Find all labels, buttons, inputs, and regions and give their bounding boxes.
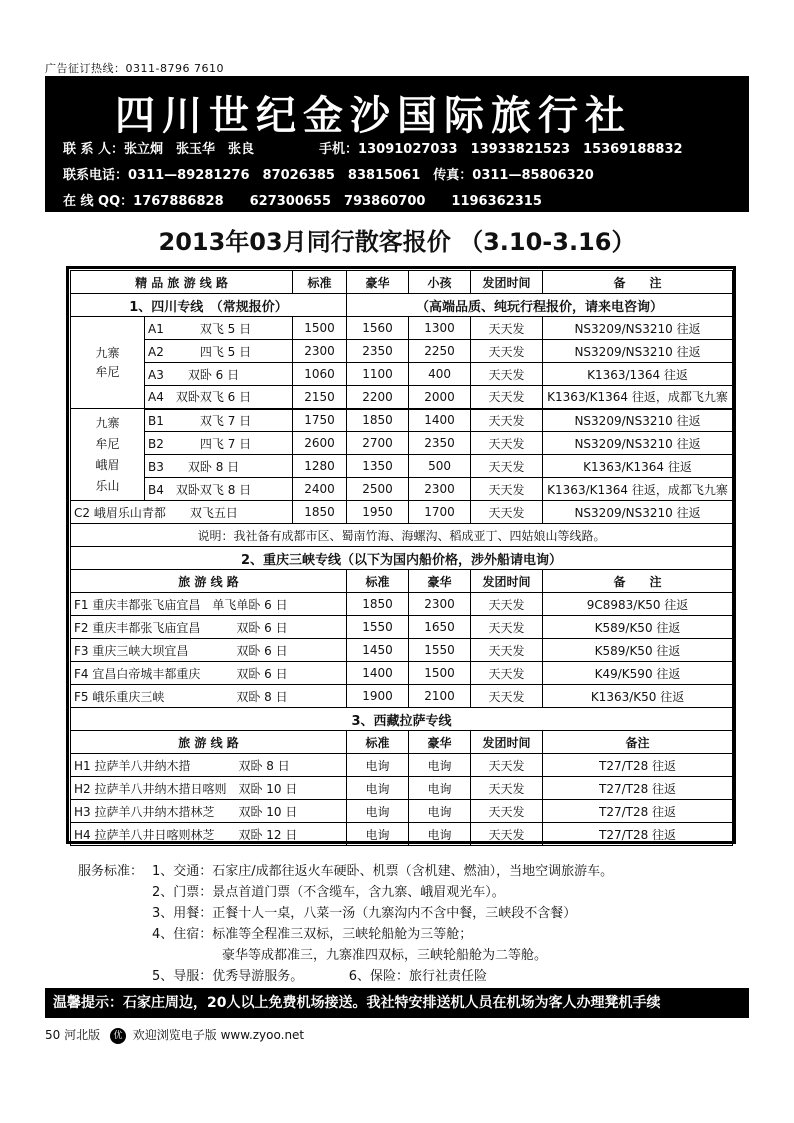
contacts-line: 联 系 人：张立炯 张玉华 张良 手机：13091027033 13933821523 15369188832 [63,142,683,157]
price-luxury: 2300 [409,593,471,616]
table-row [71,662,733,685]
header-route: 精 品 旅 游 线 路 [71,271,293,294]
price-child: 2000 [409,386,471,409]
agency-name: 四川世纪金沙国际旅行社 [115,92,632,139]
table-row [71,409,733,432]
price-standard: 1280 [293,455,347,478]
section-1-title: 1、四川专线 （常规报价） [71,294,347,317]
page-footer [45,1026,304,1044]
section-3-title-row [71,708,733,731]
price-standard: 1500 [293,317,347,340]
note: T27/T28 往返 [543,754,733,777]
price-luxury: 2700 [347,432,409,455]
note: 9C8983/K50 往返 [543,593,733,616]
section-1-title-row [71,294,733,317]
table-row [71,455,733,478]
table-row [71,685,733,708]
header-standard: 标准 [347,570,409,593]
section-1-subtitle: （高端品质、纯玩行程报价，请来电咨询） [347,294,733,317]
route-cell: F2 重庆丰都张飞庙宜昌 双卧 6 日 [71,616,347,639]
note: K1363/K1364 往返 [543,455,733,478]
section-3-header-row [71,731,733,754]
price-luxury: 1850 [347,409,409,432]
departure: 天天发 [471,754,543,777]
table-row [71,317,733,340]
route-cell: A3 双卧 6 日 [145,363,293,386]
table-row [71,340,733,363]
price-standard: 1060 [293,363,347,386]
table-row [71,363,733,386]
price-luxury: 电询 [409,754,471,777]
price-standard: 电询 [347,800,409,823]
phone-line: 联系电话：0311—89281276 87026385 83815061 传真：0311—85806320 [63,168,594,183]
departure: 天天发 [471,823,543,846]
header-route: 旅 游 线 路 [71,570,347,593]
route-cell: F5 峨乐重庆三峡 双卧 8 日 [71,685,347,708]
route-cell: H4 拉萨羊八井日喀则林芝 双卧 12 日 [71,823,347,846]
route-group-jiuzhai-mouni-emei-leshan: 九寨 牟尼 峨眉 乐山 [71,409,145,501]
note: K589/K50 往返 [543,616,733,639]
service-item: 2、门票：景点首道门票（不含缆车，含九寨、峨眉观光车）。 [152,885,505,900]
departure: 天天发 [471,478,543,501]
price-child: 2350 [409,432,471,455]
price-standard: 1900 [347,685,409,708]
header-standard: 标准 [347,731,409,754]
service-item: 3、用餐：正餐十人一桌，八菜一汤（九寨沟内不含中餐，三峡段不含餐） [152,906,577,921]
price-standard: 1750 [293,409,347,432]
table-row [71,432,733,455]
price-standard: 2600 [293,432,347,455]
departure: 天天发 [471,800,543,823]
departure: 天天发 [471,777,543,800]
price-child: 2250 [409,340,471,363]
price-standard: 电询 [347,823,409,846]
service-item: 4、住宿：标准等全程准三双标，三峡轮船舱为三等舱； [152,927,473,942]
price-luxury: 1550 [409,639,471,662]
table-row [71,478,733,501]
table-row [71,386,733,409]
header-luxury: 豪华 [347,271,409,294]
header-note: 备 注 [543,271,733,294]
price-standard: 1850 [293,501,347,524]
price-luxury: 1350 [347,455,409,478]
departure: 天天发 [471,317,543,340]
section-2-header-row [71,570,733,593]
table-row [71,800,733,823]
price-luxury: 1650 [409,616,471,639]
qq-line: 在 线 QQ：1767886828 627300655 793860700 1196362315 [63,194,542,209]
section-3-title: 3、西藏拉萨专线 [71,708,733,731]
table-row [71,754,733,777]
route-group-jiuzhai-mouni: 九寨 牟尼 [71,317,145,409]
table-row [71,616,733,639]
service-item: 1、交通：石家庄/成都往返火车硬卧、机票（含机建、燃油），当地空调旅游车。 [152,864,614,879]
table-row [71,639,733,662]
price-standard: 2300 [293,340,347,363]
note: NS3209/NS3210 往返 [543,317,733,340]
route-cell: H1 拉萨羊八井纳木措 双卧 8 日 [71,754,347,777]
departure: 天天发 [471,501,543,524]
website-link[interactable]: 欢迎浏览电子版 www.zyoo.net [132,1028,305,1042]
price-luxury: 2500 [347,478,409,501]
section-2-title: 2、重庆三峡专线（以下为国内船价格，涉外船请电询） [71,547,733,570]
section-1-remark: 说明：我社备有成都市区、蜀南竹海、海螺沟、稻成亚丁、四姑娘山等线路。 [71,524,733,547]
departure: 天天发 [471,593,543,616]
price-luxury: 电询 [409,823,471,846]
price-luxury: 电询 [409,800,471,823]
price-standard: 1450 [347,639,409,662]
page-title: 2013年03月同行散客报价 （3.10-3.16） [158,228,636,256]
service-item: 豪华等成都准三，九寨准四双标，三峡轮船舱为二等舱。 [222,948,548,963]
note: K1363/K1364 往返，成都飞九寨 [543,386,733,409]
note: K49/K590 往返 [543,662,733,685]
departure: 天天发 [471,409,543,432]
price-luxury: 1500 [409,662,471,685]
departure: 天天发 [471,616,543,639]
header-departure: 发团时间 [471,731,543,754]
note: K1363/K50 往返 [543,685,733,708]
price-standard: 1850 [347,593,409,616]
departure: 天天发 [471,386,543,409]
agency-header [45,76,749,212]
price-child: 400 [409,363,471,386]
route-cell: B4 双卧双飞 8 日 [145,478,293,501]
route-cell: A2 四飞 5 日 [145,340,293,363]
service-item: 5、导服：优秀导游服务。 6、保险：旅行社责任险 [152,969,488,984]
price-luxury: 2100 [409,685,471,708]
price-standard: 电询 [347,754,409,777]
departure: 天天发 [471,639,543,662]
price-child: 1400 [409,409,471,432]
page-number: 50 [45,1028,61,1042]
note: NS3209/NS3210 往返 [543,409,733,432]
departure: 天天发 [471,432,543,455]
table-header-row [71,271,733,294]
route-cell: H2 拉萨羊八井纳木措日喀则 双卧 10 日 [71,777,347,800]
price-luxury: 2350 [347,340,409,363]
route-cell: F4 宜昌白帝城丰都重庆 双卧 6 日 [71,662,347,685]
price-child: 1300 [409,317,471,340]
price-luxury: 1100 [347,363,409,386]
header-route: 旅 游 线 路 [71,731,347,754]
note: K1363/K1364 往返，成都飞九寨 [543,478,733,501]
departure: 天天发 [471,340,543,363]
table-row [71,501,733,524]
header-departure: 发团时间 [471,271,543,294]
route-cell: C2 峨眉乐山青都 双飞五日 [71,501,293,524]
section-1-remark-row [71,524,733,547]
price-luxury: 2200 [347,386,409,409]
route-cell: A1 双飞 5 日 [145,317,293,340]
note: NS3209/NS3210 往返 [543,340,733,363]
price-standard: 1550 [347,616,409,639]
price-child: 2300 [409,478,471,501]
header-luxury: 豪华 [409,731,471,754]
price-standard: 2400 [293,478,347,501]
header-luxury: 豪华 [409,570,471,593]
header-note: 备 注 [543,570,733,593]
price-child: 500 [409,455,471,478]
edition-logo-icon: 优 [110,1028,126,1044]
header-standard: 标准 [293,271,347,294]
note: NS3209/NS3210 往返 [543,432,733,455]
section-2-title-row [71,547,733,570]
price-luxury: 1560 [347,317,409,340]
route-cell: F1 重庆丰都张飞庙宜昌 单飞单卧 6 日 [71,593,347,616]
notice-banner: 温馨提示：石家庄周边，20人以上免费机场接送。我社特安排送机人员在机场为客人办理凳机手续 [45,988,749,1018]
table-row [71,593,733,616]
route-cell: A4 双卧双飞 6 日 [145,386,293,409]
route-cell: B3 双卧 8 日 [145,455,293,478]
price-luxury: 电询 [409,777,471,800]
price-luxury: 1950 [347,501,409,524]
price-child: 1700 [409,501,471,524]
note: T27/T28 往返 [543,823,733,846]
route-cell: B1 双飞 7 日 [145,409,293,432]
note: K589/K50 往返 [543,639,733,662]
service-label: 服务标准： [78,864,144,879]
route-cell: H3 拉萨羊八井纳木措林芝 双卧 10 日 [71,800,347,823]
price-standard: 1400 [347,662,409,685]
header-note: 备注 [543,731,733,754]
route-cell: B2 四飞 7 日 [145,432,293,455]
price-table [70,270,733,846]
note: K1363/1364 往返 [543,363,733,386]
departure: 天天发 [471,363,543,386]
price-standard: 电询 [347,777,409,800]
departure: 天天发 [471,455,543,478]
note: NS3209/NS3210 往返 [543,501,733,524]
departure: 天天发 [471,662,543,685]
note: T27/T28 往返 [543,777,733,800]
edition-label: 河北版 [64,1028,101,1042]
price-standard: 2150 [293,386,347,409]
route-cell: F3 重庆三峡大坝宜昌 双卧 6 日 [71,639,347,662]
ad-hotline: 广告征订热线：0311-8796 7610 [45,62,224,75]
departure: 天天发 [471,685,543,708]
header-departure: 发团时间 [471,570,543,593]
header-child: 小孩 [409,271,471,294]
table-row [71,777,733,800]
table-row [71,823,733,846]
note: T27/T28 往返 [543,800,733,823]
